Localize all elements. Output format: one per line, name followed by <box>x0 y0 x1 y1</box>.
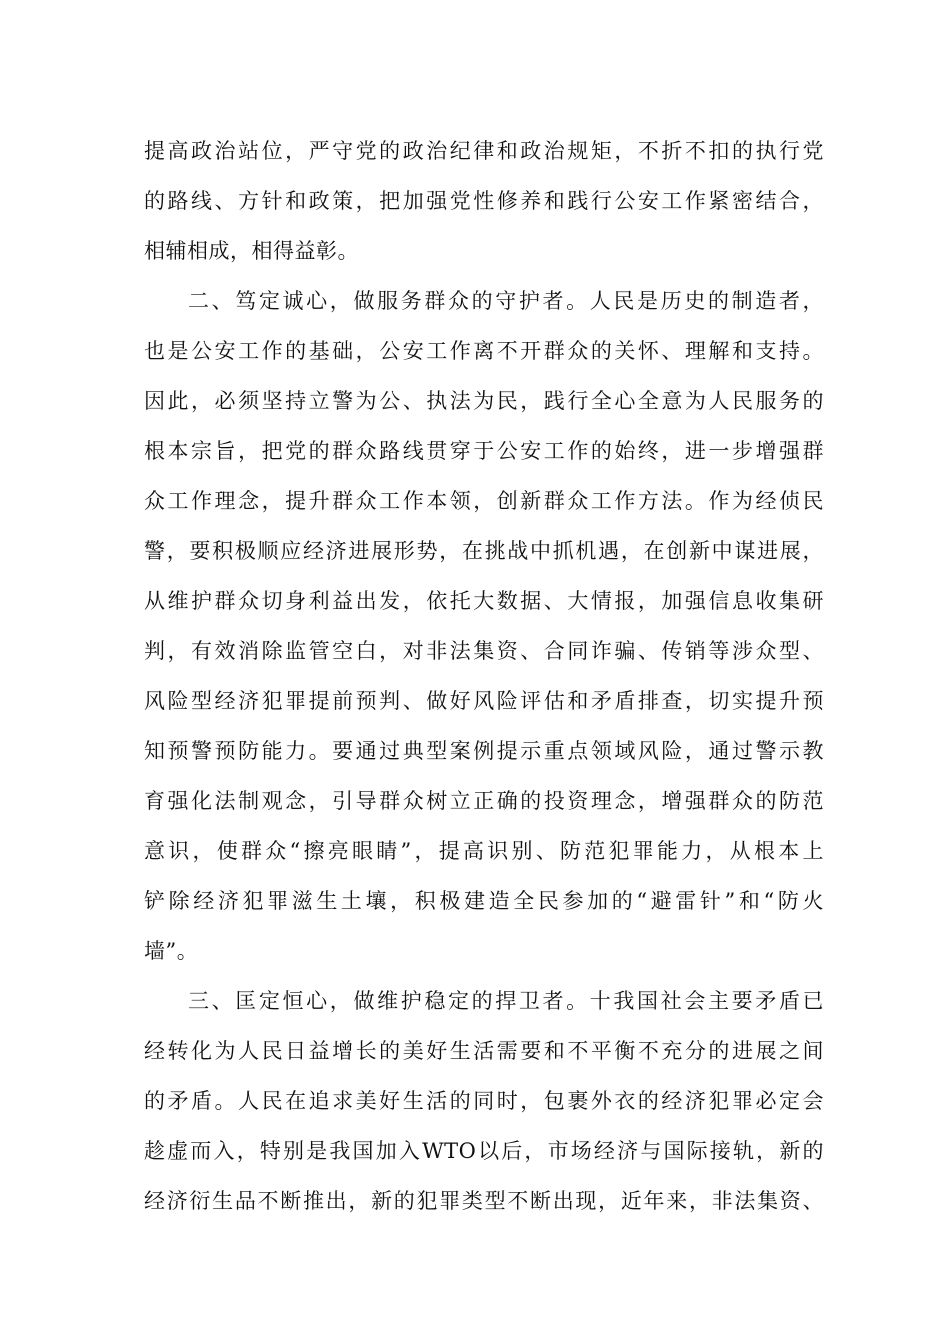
text-line: 意识，使群众“擦亮眼睛”，提高识别、防范犯罪能力，从根本上 <box>144 839 824 863</box>
text-line: 风险型经济犯罪提前预判、做好风险评估和矛盾排查，切实提升预 <box>144 689 824 713</box>
text-line: 知预警预防能力。要通过典型案例提示重点领域风险，通过警示教 <box>144 739 824 763</box>
text-line: 相辅相成，相得益彰。 <box>144 239 359 263</box>
paragraph-start-line: 三、匡定恒心，做维护稳定的捍卫者。十我国社会主要矛盾已 <box>188 989 824 1013</box>
text-line: 也是公安工作的基础，公安工作离不开群众的关怀、理解和支持。 <box>144 339 824 363</box>
paragraph-start-line: 二、笃定诚心，做服务群众的守护者。人民是历史的制造者， <box>188 289 824 313</box>
text-line: 墙”。 <box>144 939 199 963</box>
text-line: 经济衍生品不断推出，新的犯罪类型不断出现，近年来，非法集资、 <box>144 1189 824 1213</box>
text-line: 的路线、方针和政策，把加强党性修养和践行公安工作紧密结合， <box>144 189 824 213</box>
text-line: 警，要积极顺应经济进展形势，在挑战中抓机遇，在创新中谋进展， <box>144 539 824 563</box>
text-line: 经转化为人民日益增长的美好生活需要和不平衡不充分的进展之间 <box>144 1039 824 1063</box>
text-line: 铲除经济犯罪滋生土壤，积极建造全民参加的“避雷针”和“防火 <box>144 889 824 913</box>
text-line: 提高政治站位，严守党的政治纪律和政治规矩，不折不扣的执行党 <box>144 139 824 163</box>
text-line: 从维护群众切身利益出发，依托大数据、大情报，加强信息收集研 <box>144 589 824 613</box>
text-line: 因此，必须坚持立警为公、执法为民，践行全心全意为人民服务的 <box>144 389 824 413</box>
text-line: 趁虚而入，特别是我国加入WTO以后，市场经济与国际接轨，新的 <box>144 1139 824 1163</box>
text-line: 育强化法制观念，引导群众树立正确的投资理念，增强群众的防范 <box>144 789 824 813</box>
text-line: 众工作理念，提升群众工作本领，创新群众工作方法。作为经侦民 <box>144 489 824 513</box>
text-line: 判，有效消除监管空白，对非法集资、合同诈骗、传销等涉众型、 <box>144 639 824 663</box>
text-line: 的矛盾。人民在追求美好生活的同时，包裹外衣的经济犯罪必定会 <box>144 1089 824 1113</box>
text-line: 根本宗旨，把党的群众路线贯穿于公安工作的始终，进一步增强群 <box>144 439 824 463</box>
